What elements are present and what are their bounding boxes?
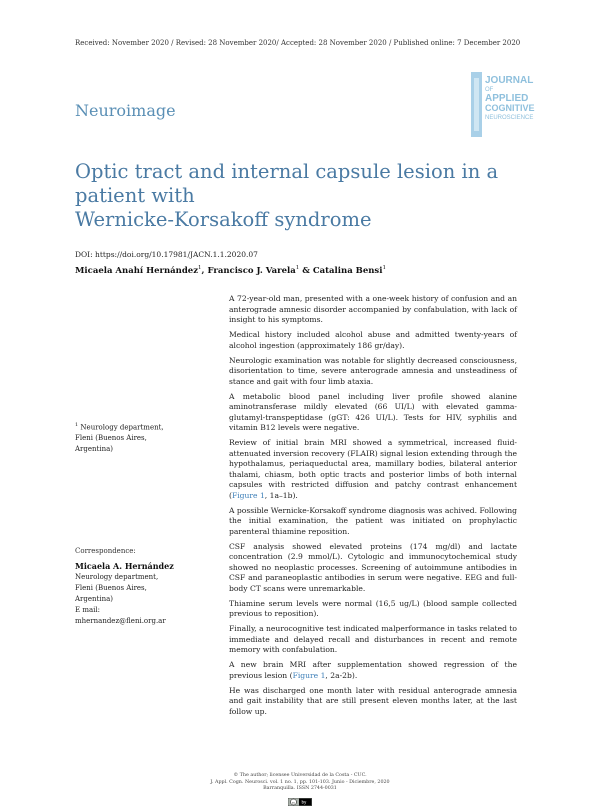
- paragraph: CSF analysis showed elevated proteins (174 mg/dl) and lactate concentration (2.9 mmol/L). Cytologic and immunocytochemical study showed no neoplastic processes. Screening of autoimmune antibodies in CSF and paraneoplastic antibodies in serum were negative. EEG and full-body CT scans were unremarkable.: [229, 541, 517, 593]
- title-line: Wernicke-Korsakoff syndrome: [75, 208, 372, 231]
- author-name: Francisco J. Varela: [207, 265, 296, 276]
- affiliation: $^1$ Neurology department, Fleni (Buenos Aires, Argentina): [75, 422, 164, 454]
- correspondence-block: Micaela A. Hernández Neurology department, Fleni (Buenos Aires, Argentina) E mail: mhernandez@fleni.org.ar: [75, 561, 210, 627]
- doi[interactable]: DOI: https://doi.org/10.17981/JACN.1.1.2020.07: [75, 250, 258, 259]
- paragraph: Thiamine serum levels were normal (16,5 ug/L) (blood sample collected previous to reposition).: [229, 598, 517, 618]
- article-title: [75, 160, 545, 232]
- svg-text:JOURNAL: JOURNAL: [485, 75, 534, 86]
- paragraph: Review of initial brain MRI showed a symmetrical, increased fluid-attenuated inversion recovery (FLAIR) signal lesion extending through the hypothalamus, periaqueductal area, mamillary bodies, bilateral anterior thalami, chiasm, both optic tracts and posterior limbs of both internal capsules with restricted diffusion and patchy contrast enhancement (Figure 1, 1a–1b).: [229, 438, 517, 500]
- svg-text:APPLIED: APPLIED: [485, 93, 529, 104]
- paragraph: Neurologic examination was notable for slightly decreased consciousness, disorientation to time, severe anterograde amnesia and unsteadiness of stance and gait with four limb ataxia.: [229, 355, 517, 386]
- svg-text:by: by: [301, 799, 307, 805]
- paragraph: A new brain MRI after supplementation showed regression of the previous lesion (Figure 1, 2a-2b).: [229, 660, 517, 680]
- cc-license-badge[interactable]: [288, 798, 312, 806]
- svg-text:NEUROSCIENCE: NEUROSCIENCE: [485, 115, 534, 121]
- title-line: Optic tract and internal capsule lesion in a patient with: [75, 160, 499, 207]
- paragraph: Finally, a neurocognitive test indicated malperformance in tasks related to immediate and delayed recall and disturbances in recent and remote memory with confabulation.: [229, 624, 517, 654]
- email-link[interactable]: mhernandez@fleni.org.ar: [75, 617, 166, 625]
- figure-link[interactable]: Figure 1: [292, 670, 326, 680]
- corresponding-author: Micaela A. Hernández: [75, 561, 174, 571]
- author-name: Micaela Anahí Hernández: [75, 265, 199, 276]
- svg-text:OF: OF: [485, 87, 494, 93]
- paragraph: A metabolic blood panel including liver profile showed alanine aminotransferase mildly elevated (66 UI/L) with elevated gamma-glutamyl-transpeptidase (gGT: 426 UI/L). Tests for HIV, syphilis and vitamin B12 levels were negative.: [229, 391, 517, 432]
- correspondence-label: Correspondence:: [75, 547, 136, 555]
- author-list: Micaela Anahí Hernández$^1$, Francisco J. Varela$^1$ & Catalina Bensi$^1$: [75, 265, 386, 276]
- publication-dates: Received: November 2020 / Revised: 28 November 2020/ Accepted: 28 November 2020 / Published online: 7 December 2020: [75, 39, 521, 47]
- footer: © The author; licensee Universidad de la Costa - CUC. J. Appl. Cogn. Neurosci. vol. 1 no. 1, pp. 101-103. Junio - Diciembre, 2020 Barranquilla. ISSN 2744-0031: [210, 773, 390, 791]
- figure-link[interactable]: Figure 1: [231, 490, 265, 500]
- paragraph: A 72-year-old man, presented with a one-week history of confusion and an anterograde amnesic disorder accompanied by confabulation, with lack of insight to his symptoms.: [229, 294, 517, 324]
- article-body: [229, 294, 517, 722]
- author-name: Catalina Bensi: [312, 265, 383, 276]
- paragraph: A possible Wernicke-Korsakoff syndrome diagnosis was achived. Following the initial examination, the patient was initiated on prophylactic parenteral thiamine reposition.: [229, 505, 517, 536]
- paragraph: Medical history included alcohol abuse and admitted twenty-years of alcohol ingestion (approximately 186 gr/day).: [229, 330, 517, 350]
- section-label: Neuroimage: [75, 101, 176, 120]
- journal-logo: [471, 72, 551, 137]
- paragraph: He was discharged one month later with residual anterograde amnesia and gait instability that are still present eleven months later, at the last follow up.: [229, 685, 517, 716]
- svg-text:cc: cc: [291, 800, 296, 805]
- svg-text:COGNITIVE: COGNITIVE: [485, 103, 535, 113]
